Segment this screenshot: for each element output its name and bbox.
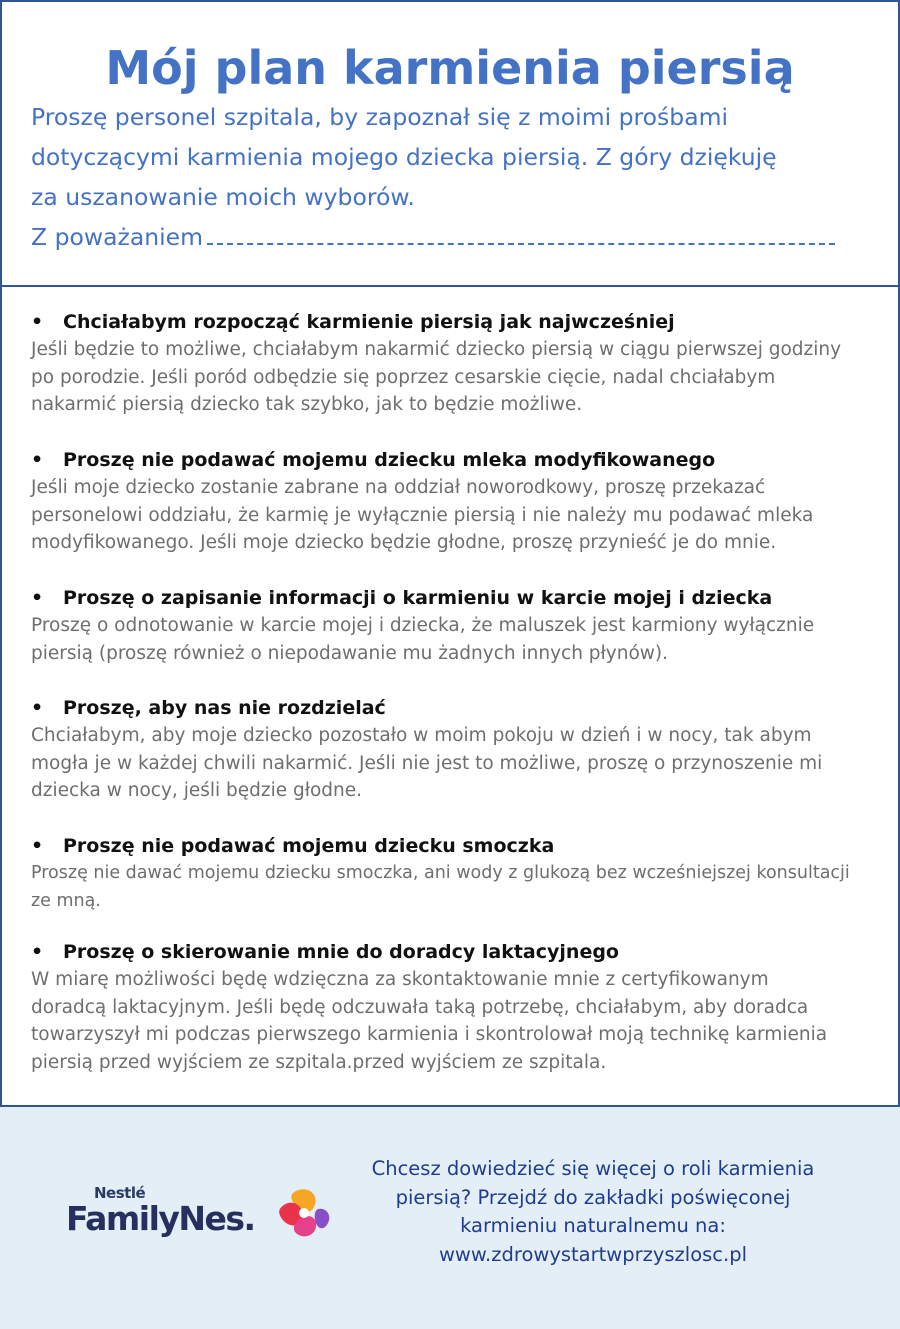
page-title: Mój plan karmienia piersią bbox=[105, 41, 795, 95]
request-text: towarzyszył mi podczas pierwszego karmienia i skontrolował moją technikę karmienia bbox=[31, 1024, 828, 1045]
footer bbox=[0, 1107, 900, 1329]
request-text: Proszę nie dawać mojemu dziecku smoczka, ani wody z glukozą bez wcześniejszej konsultacji bbox=[31, 863, 850, 883]
requests-box bbox=[0, 287, 900, 1107]
request-section bbox=[31, 585, 876, 667]
bullet-icon: • bbox=[31, 697, 44, 719]
nestle-wordmark: Nestlé bbox=[94, 1184, 146, 1202]
signature-blank-line bbox=[207, 241, 835, 245]
request-heading: • Proszę o zapisanie informacji o karmieniu w karcie mojej i dziecka bbox=[31, 585, 876, 612]
familynes-wordmark: FamilyNes. bbox=[66, 1199, 255, 1238]
request-text: Proszę o odnotowanie w karcie mojej i dziecka, że maluszek jest karmiony wyłącznie bbox=[31, 615, 815, 636]
request-heading: • Proszę nie podawać mojemu dziecku smoczka bbox=[31, 833, 876, 860]
request-heading: • Proszę nie podawać mojemu dziecku mleka modyfikowanego bbox=[31, 447, 876, 474]
promo-url-link[interactable]: www.zdrowystartwprzyszlosc.pl bbox=[438, 1242, 748, 1266]
intro-line: za uszanowanie moich wyborów. bbox=[31, 183, 415, 211]
bullet-icon: • bbox=[31, 311, 44, 333]
request-section bbox=[31, 833, 876, 915]
request-text: Chciałabym, aby moje dziecko pozostało w moim pokoju w dzień i w nocy, tak abym bbox=[31, 725, 812, 746]
request-text: mogła je w każdej chwili nakarmić. Jeśli nie jest to możliwe, proszę o przynoszenie mi bbox=[31, 752, 823, 774]
request-text: modyfikowanego. Jeśli moje dziecko będzie głodne, proszę przynieść je do mnie. bbox=[31, 532, 777, 553]
promo-text bbox=[348, 1155, 838, 1269]
familynes-logo bbox=[60, 1149, 350, 1299]
request-text: dziecka w nocy, jeśli będzie głodne. bbox=[31, 780, 363, 801]
bullet-icon: • bbox=[31, 449, 44, 471]
bullet-icon: • bbox=[31, 941, 44, 963]
request-text: Jeśli moje dziecko zostanie zabrane na oddział noworodkowy, proszę przekazać bbox=[31, 477, 766, 498]
request-text: W miarę możliwości będę wdzięczna za skontaktowanie mnie z certyfikowanym bbox=[31, 969, 769, 990]
request-section bbox=[31, 939, 876, 1076]
bullet-icon: • bbox=[31, 587, 44, 609]
request-text: piersią (proszę również o niepodawanie mu żadnych innych płynów). bbox=[31, 642, 669, 664]
promo-line: karmieniu naturalnemu na: bbox=[460, 1214, 726, 1237]
promo-line: Chcesz dowiedzieć się więcej o roli karmienia bbox=[371, 1157, 815, 1180]
intro-line: Proszę personel szpitala, by zapoznał się z moimi prośbami bbox=[31, 103, 729, 131]
signature-label: Z poważaniem bbox=[31, 223, 203, 251]
request-heading: • Proszę o skierowanie mnie do doradcy laktacyjnego bbox=[31, 939, 876, 966]
request-text: doradcą laktacyjnym. Jeśli będę odczuwała taką potrzebę, chciałabym, aby doradca bbox=[31, 996, 809, 1018]
intro-text bbox=[31, 97, 871, 257]
bullet-icon: • bbox=[31, 835, 44, 857]
promo-line: piersią? Przejdź do zakładki poświęconej bbox=[395, 1185, 791, 1209]
request-heading: • Chciałabym rozpocząć karmienie piersią jak najwcześniej bbox=[31, 309, 876, 336]
header-box bbox=[0, 0, 900, 287]
request-text: personelowi oddziału, że karmię je wyłącznie piersią i nie należy mu podawać mleka bbox=[31, 504, 814, 526]
request-section bbox=[31, 309, 876, 419]
request-heading: • Proszę, aby nas nie rozdzielać bbox=[31, 695, 876, 722]
familynes-flower-icon bbox=[278, 1187, 336, 1243]
request-text: Jeśli będzie to możliwe, chciałabym nakarmić dziecko piersią w ciągu pierwszej godziny bbox=[31, 339, 842, 360]
intro-line: dotyczącymi karmienia mojego dziecka piersią. Z góry dziękuję bbox=[31, 143, 777, 171]
request-text: piersią przed wyjściem ze szpitala.przed wyjściem ze szpitala. bbox=[31, 1051, 607, 1073]
request-text: po porodzie. Jeśli poród odbędzie się poprzez cesarskie cięcie, nadal chciałabym bbox=[31, 366, 776, 388]
request-section bbox=[31, 447, 876, 557]
request-text: nakarmić piersią dziecko tak szybko, jak to będzie możliwe. bbox=[31, 394, 583, 415]
signature-row bbox=[31, 217, 871, 257]
request-section bbox=[31, 695, 876, 805]
request-text: ze mną. bbox=[31, 890, 101, 911]
